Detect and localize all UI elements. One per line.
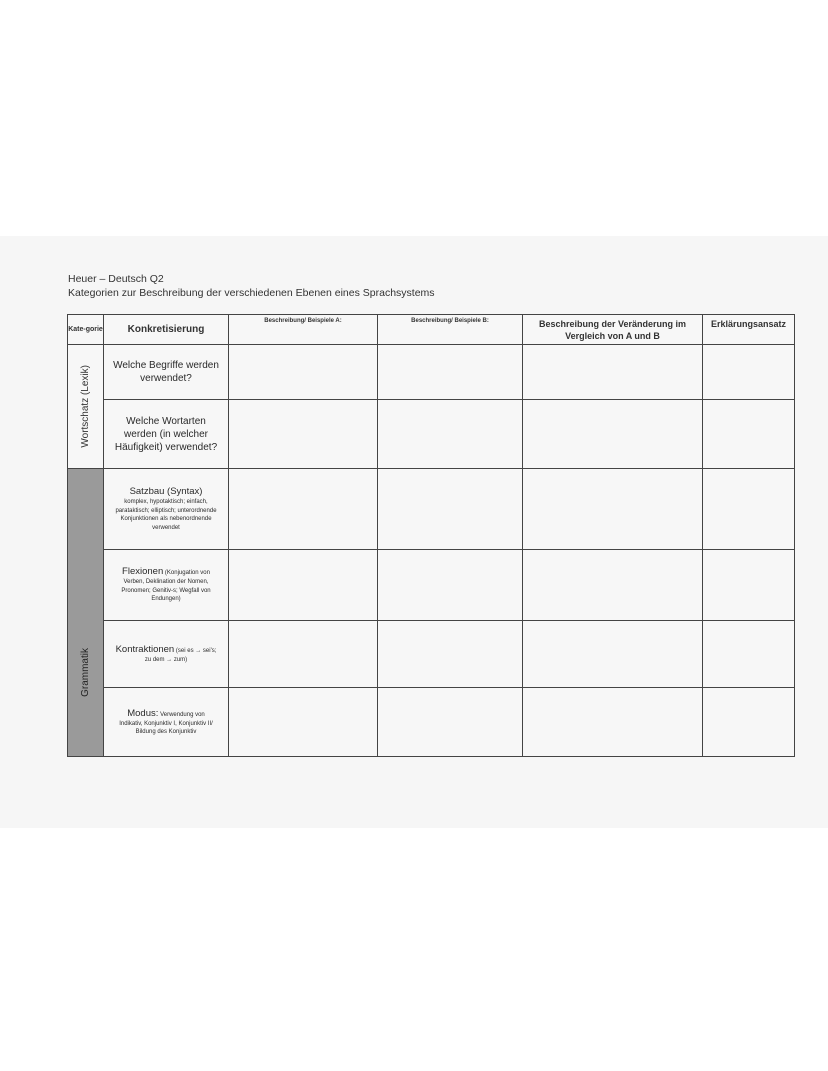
category-label-wortschatz: Wortschatz (Lexik) [80, 365, 91, 448]
cell-blank [523, 345, 703, 400]
row-label-wortarten: Welche Wortarten werden (in welcher Häufigkeit) verwendet? [104, 400, 229, 469]
cell-blank [523, 621, 703, 688]
cell-blank [378, 400, 523, 469]
category-cell-wortschatz [68, 345, 104, 469]
kontraktionen-title: Kontraktionen [115, 643, 175, 655]
cell-blank [229, 688, 378, 757]
cell-blank [703, 400, 795, 469]
cell-blank [229, 400, 378, 469]
column-header-konkretisierung: Konkretisierung [104, 315, 229, 345]
row-label-begriffe: Welche Begriffe werden verwendet? [104, 345, 229, 400]
kontraktionen-desc-start: (sei es → sei's; [175, 647, 217, 654]
row-label-modus [104, 688, 229, 757]
cell-blank [229, 621, 378, 688]
column-header-kategorie: Kate-gorie [68, 315, 104, 345]
flexionen-desc-start: (Konjugation von [164, 570, 210, 577]
table-row [68, 400, 795, 469]
cell-blank [229, 345, 378, 400]
cell-blank [523, 550, 703, 621]
kontraktionen-description: zu dem → zum) [144, 656, 188, 663]
cell-blank [703, 688, 795, 757]
cell-blank [703, 621, 795, 688]
cell-blank [378, 688, 523, 757]
cell-blank [229, 469, 378, 550]
table-header-row [68, 315, 795, 345]
flexionen-description: Verben, Deklination der Nomen, Pronomen; Genitiv-s; Wegfall von Endungen) [121, 579, 211, 603]
modus-desc-start: Verwendung von [160, 711, 205, 718]
satzbau-title: Satzbau (Syntax) [129, 486, 203, 497]
category-cell-grammatik [68, 469, 104, 757]
document-header [68, 272, 435, 300]
table-row [68, 688, 795, 757]
flexionen-title: Flexionen [122, 566, 164, 578]
column-header-veraenderung: Beschreibung der Veränderung im Vergleich von A und B [523, 315, 703, 345]
row-label-kontraktionen [104, 621, 229, 688]
table-row [68, 469, 795, 550]
cell-blank [523, 400, 703, 469]
row-label-satzbau [104, 469, 229, 550]
cell-blank [229, 550, 378, 621]
categories-table [67, 314, 795, 757]
row-label-flexionen [104, 550, 229, 621]
cell-blank [378, 621, 523, 688]
column-header-beispiele-a: Beschreibung/ Beispiele A: [229, 315, 378, 345]
cell-blank [703, 550, 795, 621]
category-label-grammatik: Grammatik [80, 648, 91, 697]
cell-blank [703, 345, 795, 400]
table-row [68, 550, 795, 621]
modus-description: Indikativ, Konjunktiv I, Konjunktiv II/ Bildung des Konjunktiv [119, 720, 213, 735]
column-header-beispiele-b: Beschreibung/ Beispiele B: [378, 315, 523, 345]
cell-blank [378, 469, 523, 550]
table-row [68, 345, 795, 400]
cell-blank [523, 688, 703, 757]
document-title: Kategorien zur Beschreibung der verschiedenen Ebenen eines Sprachsystems [68, 287, 435, 299]
course-line: Heuer – Deutsch Q2 [68, 273, 164, 285]
cell-blank [378, 345, 523, 400]
table-row [68, 621, 795, 688]
column-header-erklaerung: Erklärungsansatz [703, 315, 795, 345]
cell-blank [703, 469, 795, 550]
satzbau-description: komplex, hypotaktisch; einfach, parataktisch; elliptisch; unterordnende Konjunktionen als nebenordnende verwendet [115, 499, 217, 531]
cell-blank [523, 469, 703, 550]
cell-blank [378, 550, 523, 621]
modus-title: Modus: [127, 707, 159, 719]
